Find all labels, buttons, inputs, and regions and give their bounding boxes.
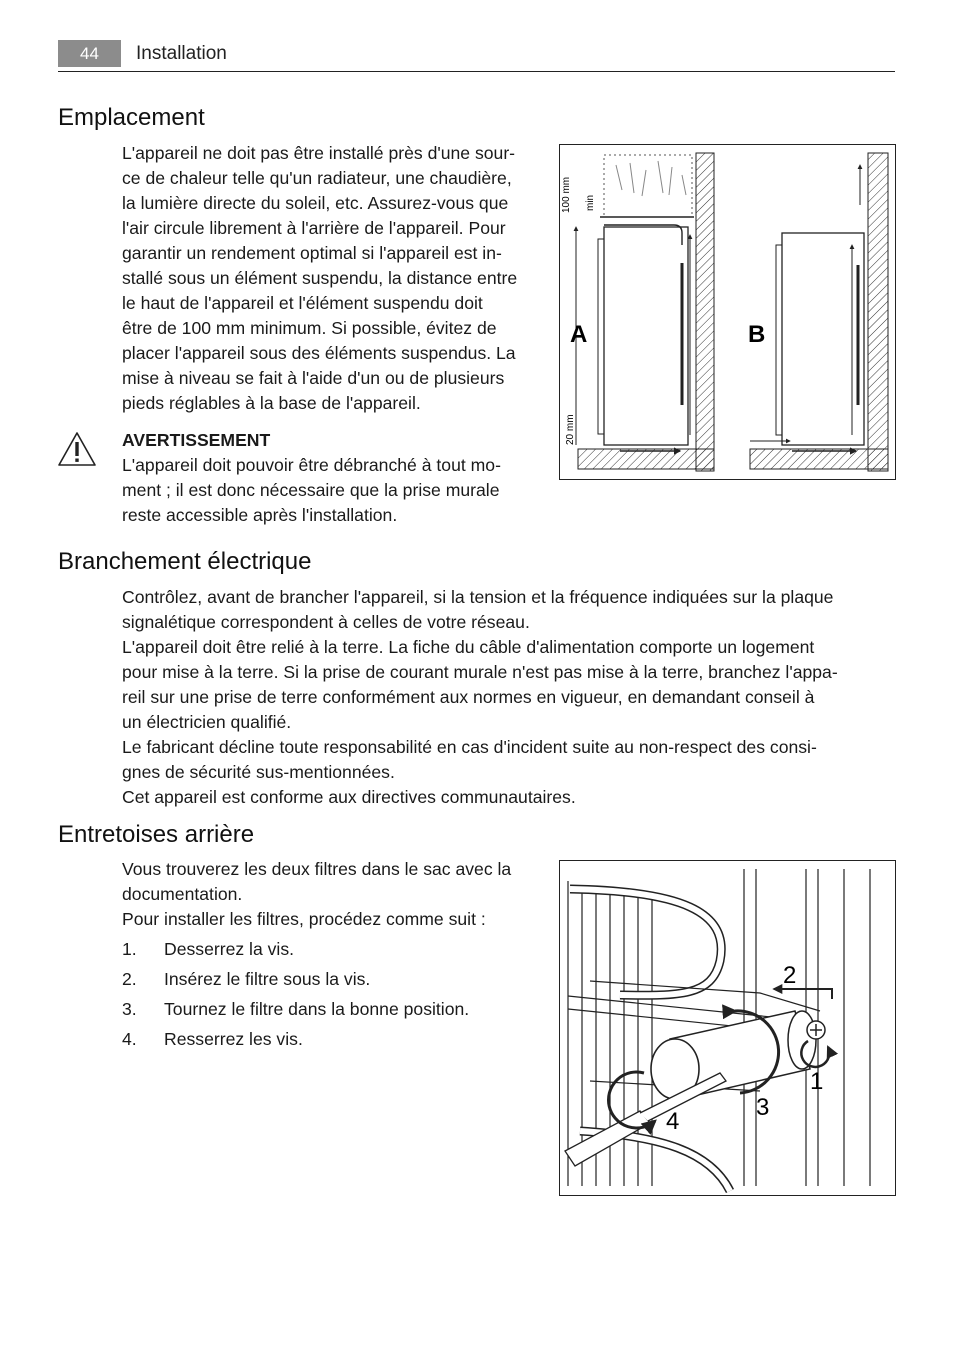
list-item: 2. Insérez le filtre sous la vis. [122,969,371,989]
list-item: 3. Tournez le filtre dans la bonne position. [122,999,470,1019]
warning-title: AVERTISSEMENT [122,430,271,450]
label-a: A [570,321,588,348]
ventilation-figure [559,144,896,480]
warning-paragraph: L'appareil doit pouvoir être débranché à tout mo- ment ; il est donc nécessaire que la prise murale reste accessible après l'installation. [122,455,501,525]
dim-top-min-label: min [585,194,596,211]
list-item: 1. Desserrez la vis. [122,939,295,959]
step2-label: 2 [783,962,797,989]
step3-label: 3 [756,1094,770,1121]
heading-emplacement: Emplacement [58,104,205,131]
spacer-figure [559,860,896,1196]
entretoises-paragraph: Vous trouverez les deux filtres dans le sac avec la documentation. Pour installer les filtres, procédez comme suit : [122,859,512,929]
heading-entretoises: Entretoises arrière [58,821,255,848]
steps-list [122,937,469,1057]
branchement-paragraph: Contrôlez, avant de brancher l'appareil, si la tension et la fréquence indiquées sur la plaque signalétique correspondent à celles de votre réseau. L'appareil doit être relié à la terre. La fiche du câble d'alimentation comporte un logement pour mise à la terre. Si la prise de courant murale n'est pas mise à la terre, branchez l'appa- reil sur une prise de terre conformément aux normes en vigueur, en demandant conseil à un électricien qualifié. Le fabricant décline toute responsabilité en cas d'incident suite au non-respect des consi- gnes de sécurité sus-mentionnées. Cet appareil est conforme aux directives communautaires. [122,587,838,807]
dim-bottom-label: 20 mm [565,414,576,445]
page-number: 44 [58,40,121,67]
warning-triangle-icon [57,430,97,468]
label-b: B [748,321,766,348]
section-label: Installation [136,43,227,64]
dim-top-label: 100 mm [561,176,572,213]
page-header [58,40,895,72]
emplacement-paragraph: L'appareil ne doit pas être installé près d'une sour- ce de chaleur telle qu'un radiateur, une chaudière, la lumière directe du soleil, etc. Assurez-vous que l'air circule librement à l'arrière de l'appareil. Pour garantir un rendement optimal si l'appareil est in- stallé sous un élément suspendu, la distance entre le haut de l'appareil et l'élément suspendu doit être de 100 mm minimum. Si possible, évitez de placer l'appareil sous des éléments suspendus. La mise à niveau se fait à l'aide d'un ou de plusieurs pieds réglables à la base de l'appareil. [122,143,518,413]
list-item: 4. Resserrez les vis. [122,1029,303,1049]
step4-label: 4 [666,1108,680,1135]
step1-label: 1 [810,1068,824,1095]
heading-branchement: Branchement électrique [58,548,312,575]
